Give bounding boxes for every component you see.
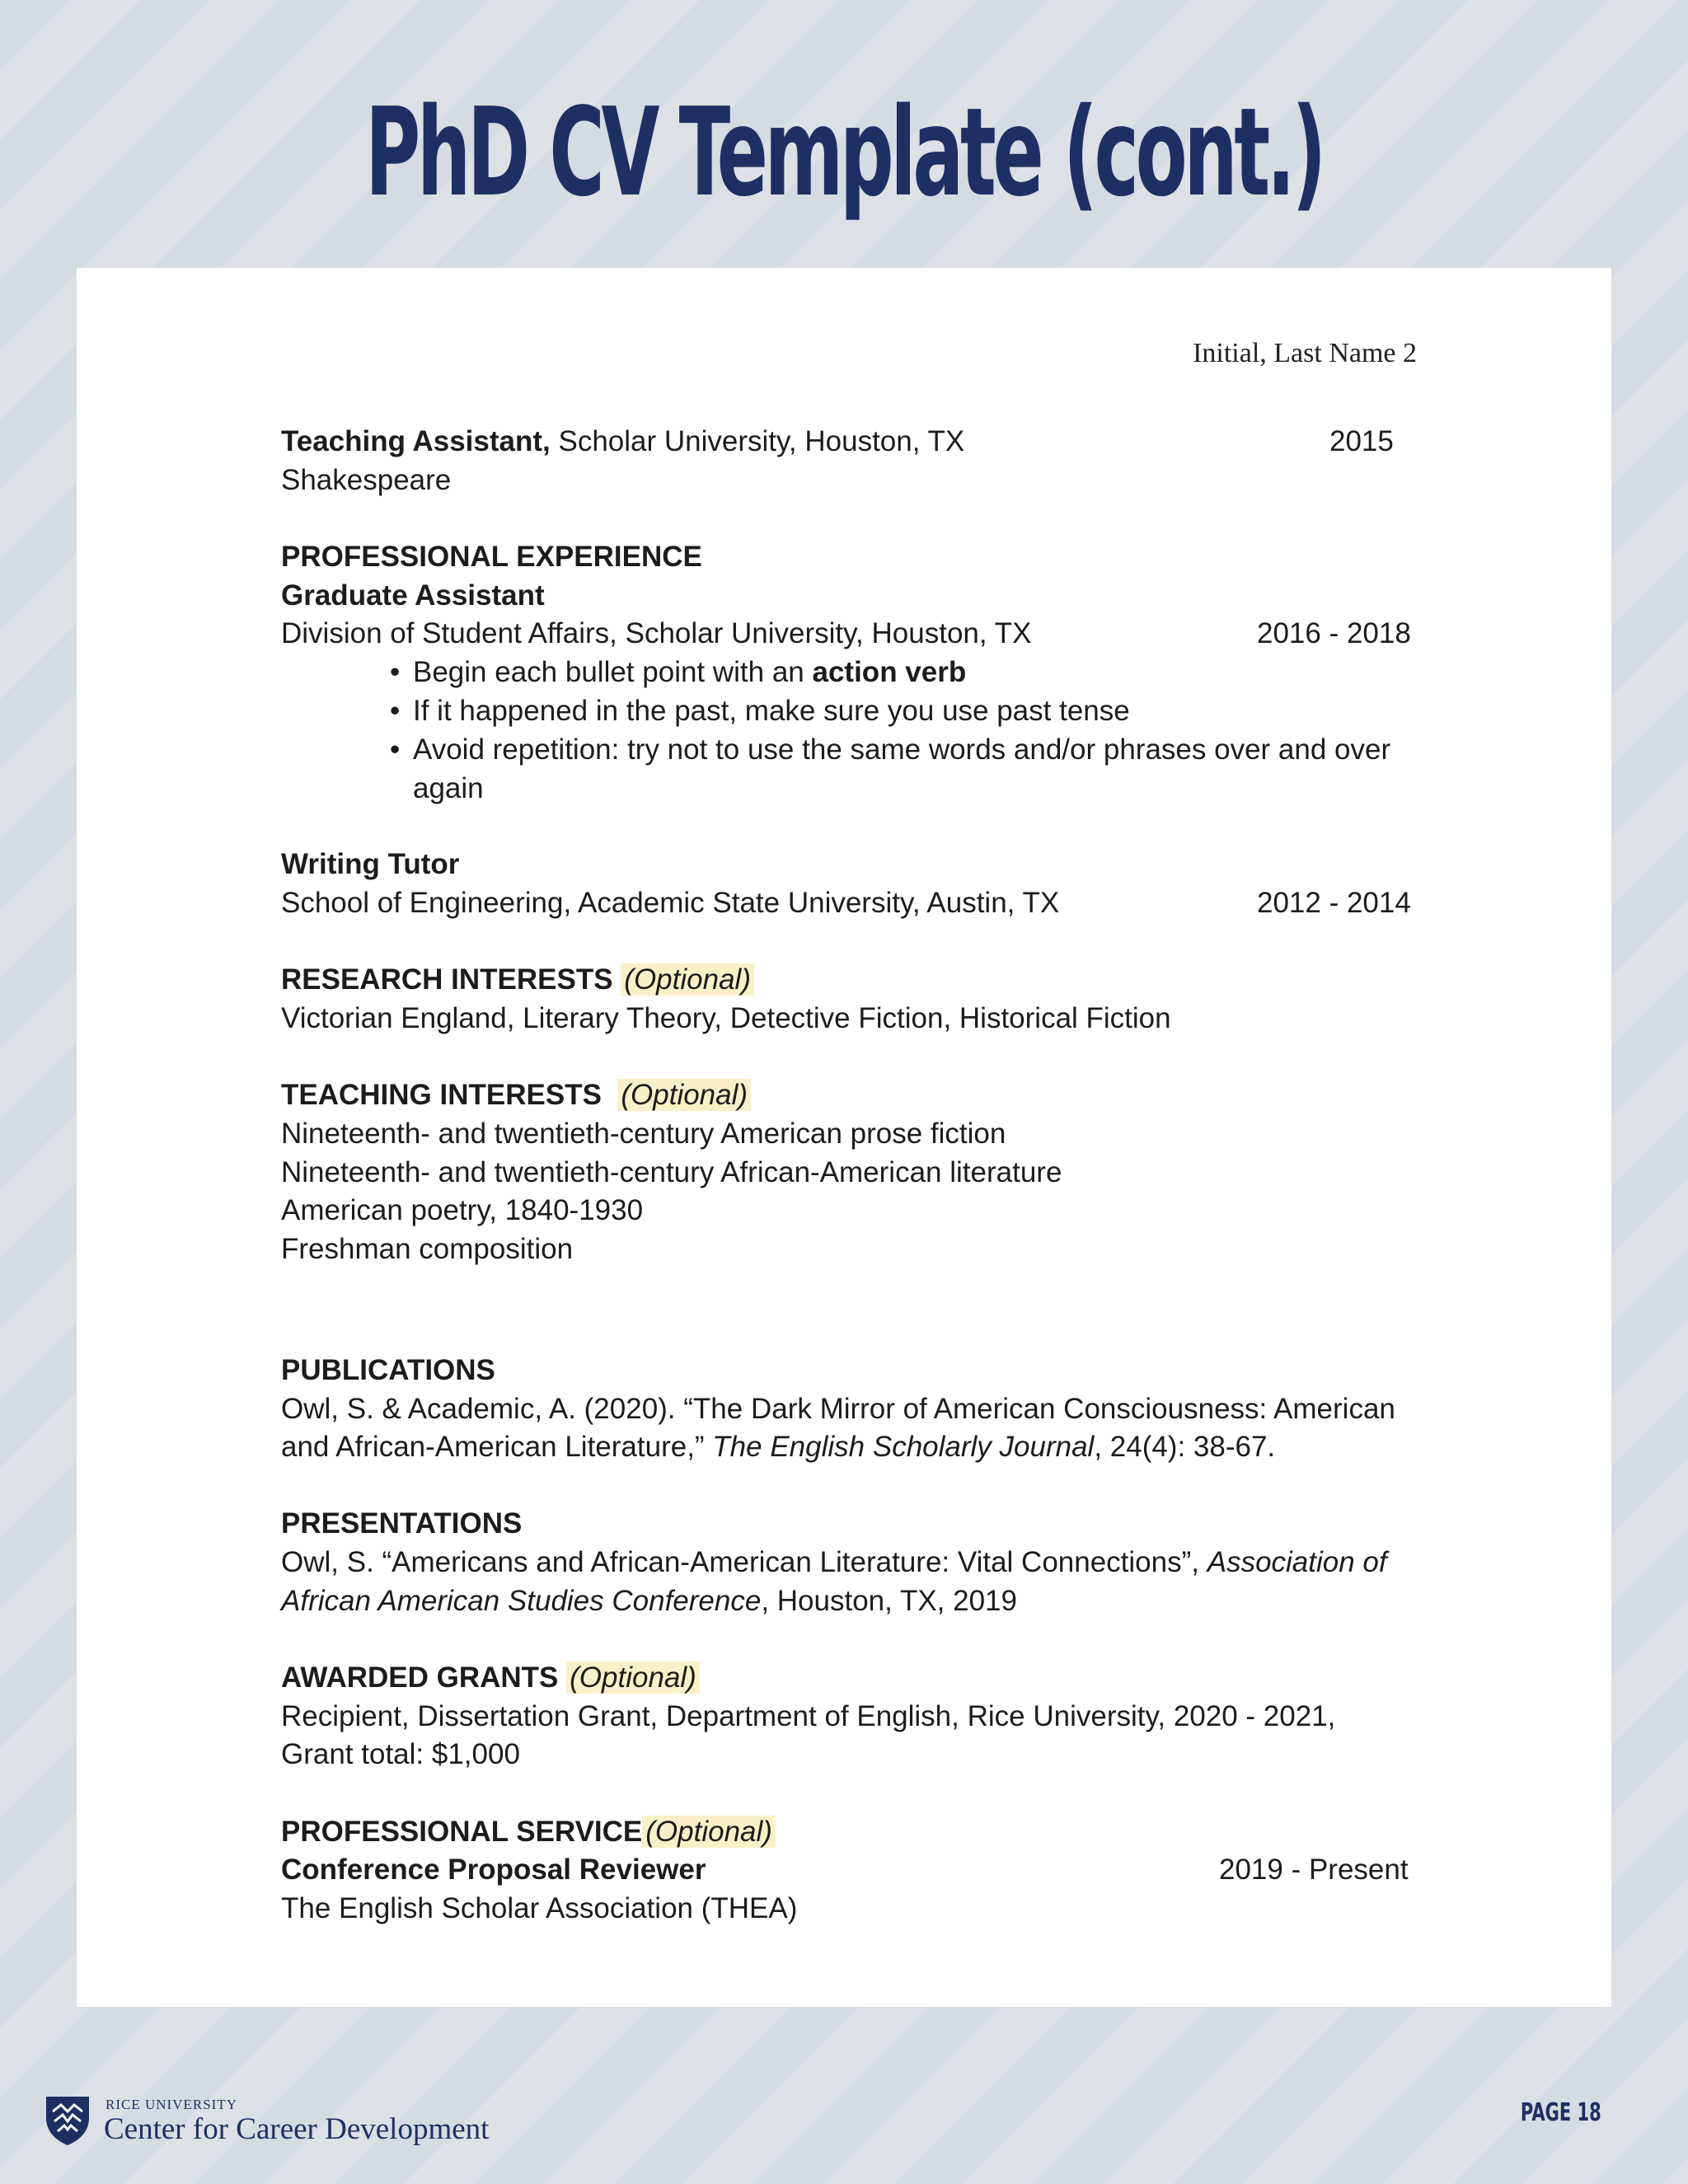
job1-title <box>281 579 545 613</box>
teaching-interest-item: Freshman composition <box>281 1233 574 1265</box>
service-role: Conference Proposal Reviewer <box>281 1854 706 1886</box>
bullet-item <box>390 655 967 690</box>
grant-line: Recipient, Dissertation Grant, Department of English, Rice University, 2020 - 2021, <box>281 1700 1336 1732</box>
bullet-text: If it happened in the past, make sure you use past tense <box>413 695 1130 727</box>
presentation-text: , Houston, TX, 2019 <box>761 1585 1017 1617</box>
bullet-continuation: again <box>413 772 484 804</box>
teaching-assistant-line <box>281 424 964 459</box>
optional-tag: (Optional) <box>621 963 754 996</box>
teaching-interest-item: Nineteenth- and twentieth-century American prose fiction <box>281 1118 1006 1150</box>
bullet-dot: • <box>390 656 401 688</box>
page-number: PAGE 18 <box>1521 2098 1601 2127</box>
publication-text: , 24(4): 38-67. <box>1094 1431 1276 1463</box>
publication-text: and African-American Literature,” <box>281 1431 713 1463</box>
job2-title <box>281 847 459 882</box>
job2-org: School of Engineering, Academic State University, Austin, TX <box>281 887 1060 919</box>
center-name: Center for Career Development <box>104 2112 490 2146</box>
optional-tag: (Optional) <box>642 1816 776 1848</box>
teaching-role: Teaching Assistant, <box>281 425 551 457</box>
research-heading <box>281 963 754 997</box>
cv-document <box>77 268 1611 2007</box>
presentation-text: Owl, S. “Americans and African-American Literature: Vital Connections”, <box>281 1546 1207 1578</box>
conference-title: African American Studies Conference <box>281 1585 762 1617</box>
bullet-dot: • <box>390 733 401 766</box>
conference-title: Association of <box>1207 1546 1387 1578</box>
teaching-course: Shakespeare <box>281 464 452 496</box>
optional-tag: (Optional) <box>617 1079 751 1111</box>
presentation-line <box>281 1545 1387 1580</box>
running-header-name: Initial, Last Name 2 <box>1193 338 1417 368</box>
job-title: Writing Tutor <box>281 848 460 880</box>
section-heading: TEACHING INTERESTS <box>281 1079 602 1111</box>
publication-line <box>281 1430 1275 1465</box>
job2-date: 2012 - 2014 <box>1257 887 1411 919</box>
professional-experience-heading <box>281 540 702 574</box>
bullet-bold-text: action verb <box>812 656 967 688</box>
research-text: Victorian England, Literary Theory, Detective Fiction, Historical Fiction <box>281 1002 1171 1034</box>
section-heading: PROFESSIONAL EXPERIENCE <box>281 541 702 573</box>
page-title: PhD CV Template (cont.) <box>365 82 1323 223</box>
job1-org: Division of Student Affairs, Scholar University, Houston, TX <box>281 617 1032 649</box>
presentation-line <box>281 1584 1017 1619</box>
teaching-org: Scholar University, Houston, TX <box>558 425 965 457</box>
section-heading: RESEARCH INTERESTS <box>281 963 613 996</box>
service-heading <box>281 1815 776 1849</box>
optional-tag: (Optional) <box>566 1661 700 1694</box>
job-title: Graduate Assistant <box>281 579 545 612</box>
teaching-interests-heading <box>281 1078 751 1113</box>
service-org: The English Scholar Association (THEA) <box>281 1892 798 1924</box>
bullet-text: Avoid repetition: try not to use the same words and/or phrases over and over <box>413 733 1391 766</box>
section-heading: PUBLICATIONS <box>281 1354 495 1386</box>
journal-title: The English Scholarly Journal <box>712 1431 1095 1463</box>
teaching-date: 2015 <box>1329 425 1394 457</box>
university-name: RICE UNIVERSITY <box>106 2097 237 2112</box>
service-date: 2019 - Present <box>1219 1854 1409 1886</box>
publications-heading <box>281 1353 495 1388</box>
grants-heading <box>281 1661 700 1695</box>
bullet-text: Begin each bullet point with an <box>413 656 813 688</box>
rice-shield-icon <box>43 2093 92 2148</box>
job1-date: 2016 - 2018 <box>1257 617 1411 649</box>
presentations-heading <box>281 1507 522 1541</box>
section-heading: PROFESSIONAL SERVICE <box>281 1816 643 1848</box>
teaching-interest-item: Nineteenth- and twentieth-century African-American literature <box>281 1156 1062 1188</box>
grant-line: Grant total: $1,000 <box>281 1738 520 1770</box>
bullet-dot: • <box>390 695 401 727</box>
publication-line: Owl, S. & Academic, A. (2020). “The Dark Mirror of American Consciousness: American <box>281 1393 1395 1425</box>
section-heading: PRESENTATIONS <box>281 1507 523 1540</box>
teaching-interest-item: American poetry, 1840-1930 <box>281 1194 644 1226</box>
service-title <box>281 1853 706 1887</box>
section-heading: AWARDED GRANTS <box>281 1661 559 1694</box>
bullet-item <box>390 694 1130 729</box>
bullet-item <box>390 733 1391 767</box>
